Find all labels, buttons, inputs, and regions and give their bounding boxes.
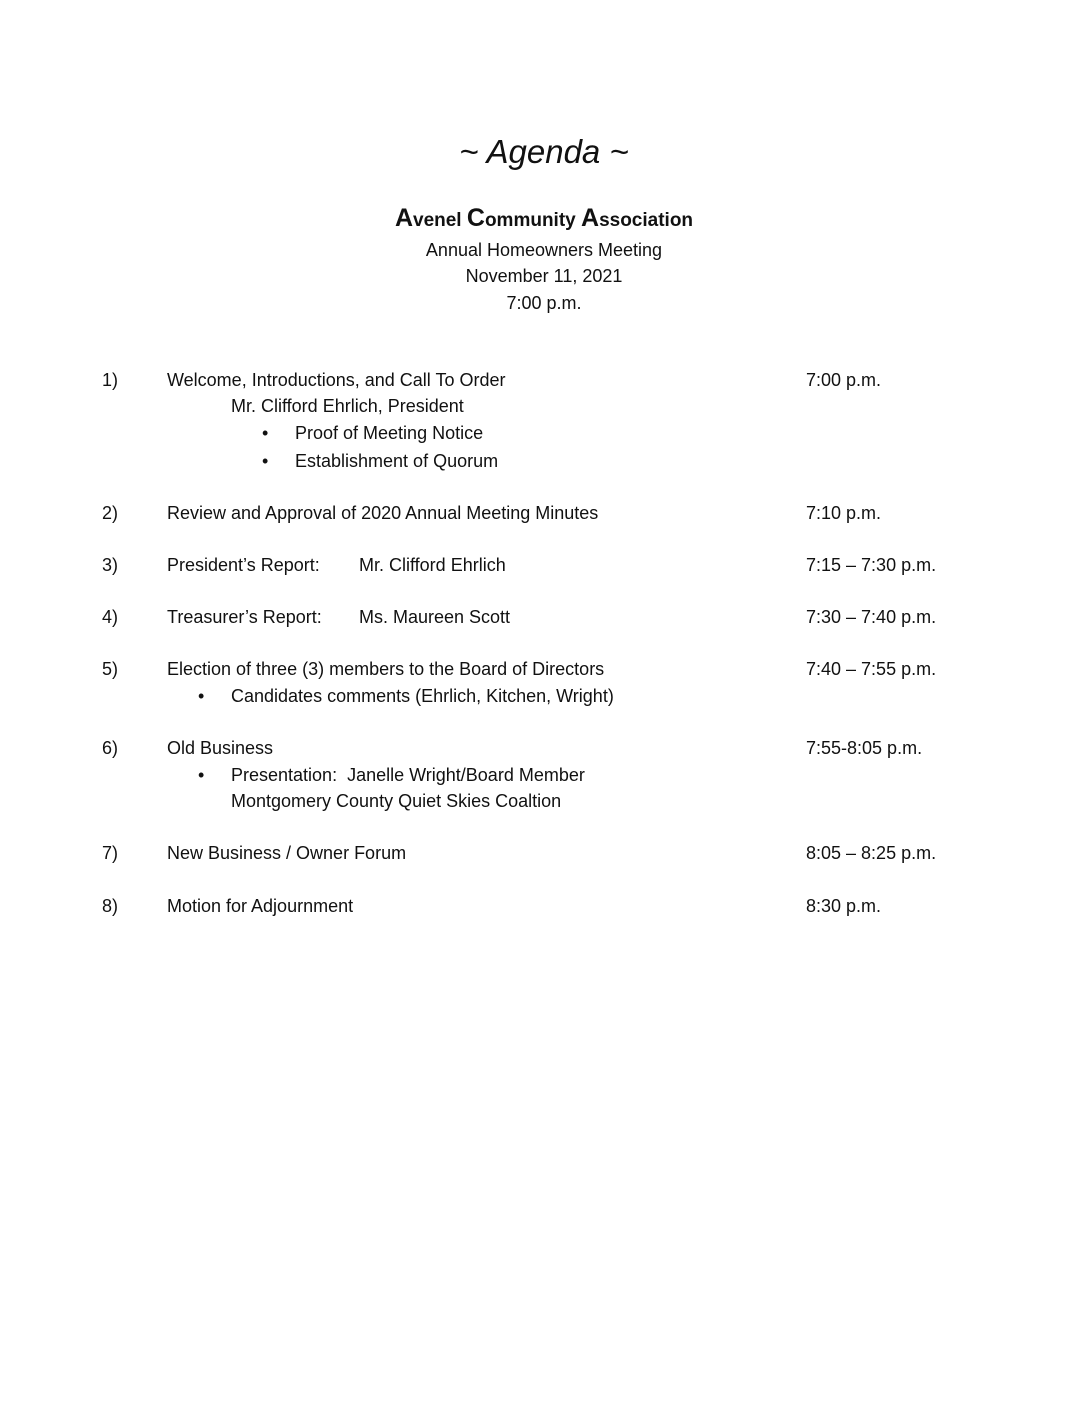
item-time: 8:05 – 8:25 p.m. xyxy=(806,843,937,863)
bullet-text: Candidates comments (Ehrlich, Kitchen, Wright) xyxy=(231,686,614,706)
item-time: 7:30 – 7:40 p.m. xyxy=(806,607,937,627)
organization-name: Avenel Community Association xyxy=(394,204,694,232)
item-number: 8) xyxy=(102,896,119,916)
meeting-date: November 11, 2021 xyxy=(465,266,623,286)
page-title: ~ Agenda ~ xyxy=(459,133,629,170)
item-time: 7:15 – 7:30 p.m. xyxy=(806,555,937,575)
item-title: President’s Report: xyxy=(167,555,320,575)
item-title: New Business / Owner Forum xyxy=(167,843,407,863)
item-number: 3) xyxy=(102,555,119,575)
item-number: 1) xyxy=(102,370,119,390)
meeting-time: 7:00 p.m. xyxy=(506,293,582,313)
item-title: Review and Approval of 2020 Annual Meeting Minutes xyxy=(167,503,599,523)
bullet-text: Establishment of Quorum xyxy=(295,451,499,471)
item-number: 4) xyxy=(102,607,119,627)
item-time: 7:55-8:05 p.m. xyxy=(806,738,923,758)
item-number: 6) xyxy=(102,738,119,758)
bullet-icon: • xyxy=(198,686,205,706)
bullet-icon: • xyxy=(198,765,205,785)
bullet-continuation: Montgomery County Quiet Skies Coaltion xyxy=(231,791,562,811)
item-time: 7:00 p.m. xyxy=(806,370,882,390)
item-number: 5) xyxy=(102,659,119,679)
item-title: Treasurer’s Report: xyxy=(167,607,322,627)
item-time: 8:30 p.m. xyxy=(806,896,882,916)
item-presenter: Ms. Maureen Scott xyxy=(359,607,511,627)
item-title: Election of three (3) members to the Board of Directors xyxy=(167,659,605,679)
item-title: Old Business xyxy=(167,738,274,758)
bullet-text: Proof of Meeting Notice xyxy=(295,423,484,443)
meeting-name: Annual Homeowners Meeting xyxy=(425,240,663,260)
item-number: 2) xyxy=(102,503,119,523)
bullet-icon: • xyxy=(262,451,269,471)
item-title: Welcome, Introductions, and Call To Order xyxy=(167,370,506,390)
item-title: Motion for Adjournment xyxy=(167,896,354,916)
bullet-text: Presentation: Janelle Wright/Board Member xyxy=(231,765,585,785)
item-time: 7:10 p.m. xyxy=(806,503,882,523)
bullet-icon: • xyxy=(262,423,269,443)
item-time: 7:40 – 7:55 p.m. xyxy=(806,659,937,679)
item-presenter: Mr. Clifford Ehrlich xyxy=(359,555,506,575)
item-number: 7) xyxy=(102,843,119,863)
item-presenter: Mr. Clifford Ehrlich, President xyxy=(231,396,464,416)
